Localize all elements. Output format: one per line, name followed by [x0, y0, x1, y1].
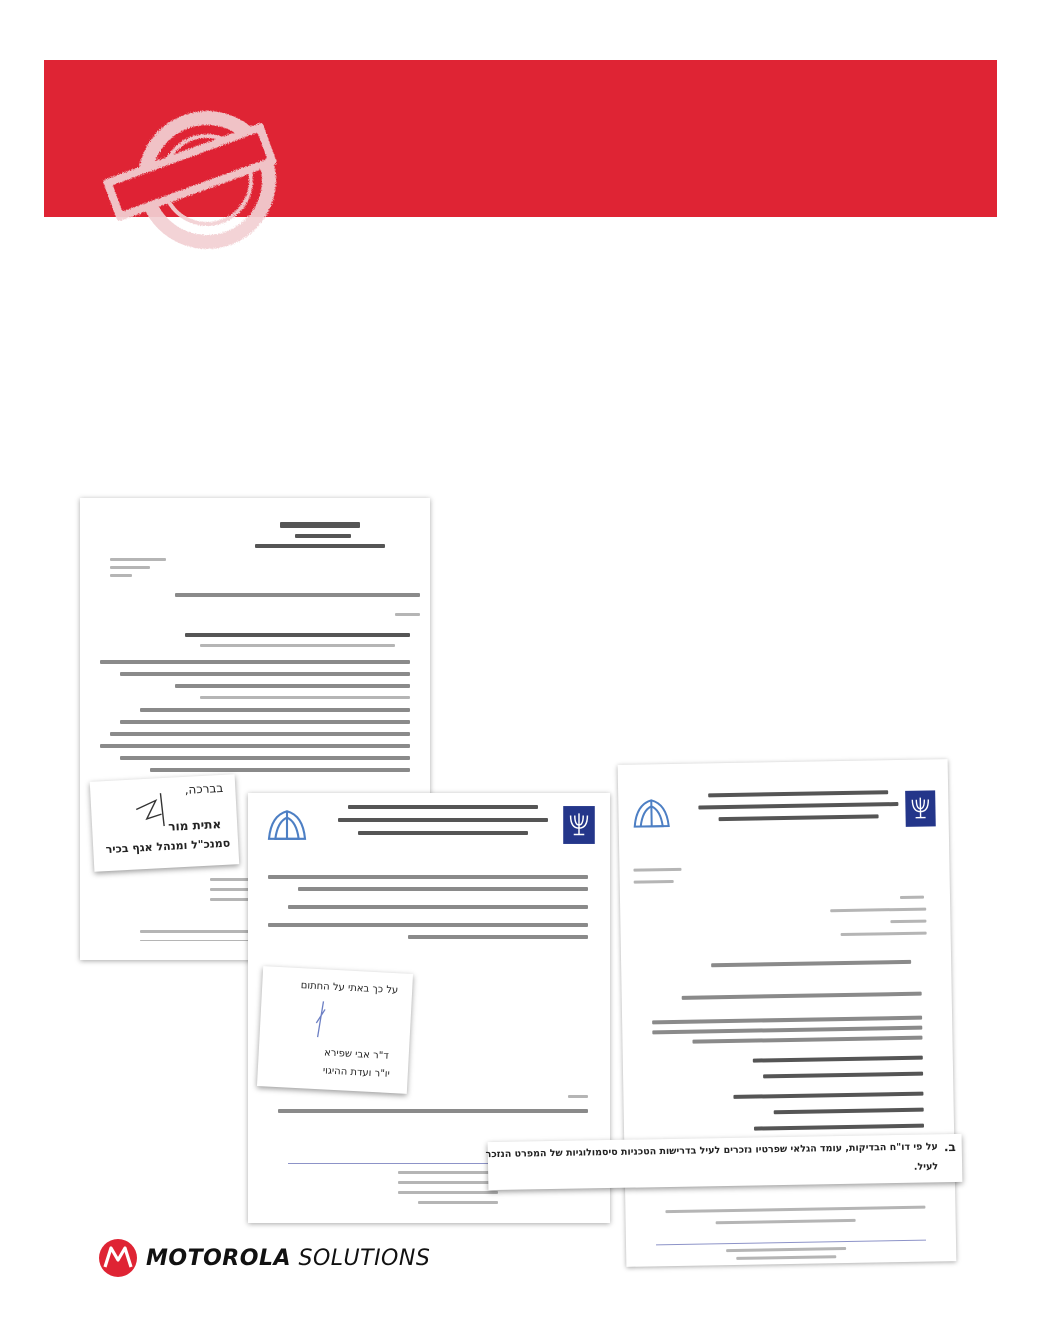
approval-stamp-icon — [95, 100, 285, 260]
brand-bold: MOTOROLA — [146, 1246, 291, 1271]
test-result-callout — [485, 1134, 963, 1190]
signature-intro: על כך באתי על החתום — [300, 980, 399, 997]
menorah-emblem-icon — [562, 805, 596, 845]
brand-wordmark — [146, 1246, 430, 1271]
signature-greeting: בברכה, — [184, 780, 224, 797]
handwritten-signature — [312, 999, 334, 1040]
signature-scrap-1 — [90, 774, 240, 871]
callout-marker: ב. — [943, 1139, 956, 1155]
university-emblem-icon — [632, 796, 671, 831]
letter-steering-committee-2 — [618, 759, 957, 1267]
university-emblem-icon — [266, 807, 308, 843]
brand-footer — [98, 1238, 458, 1278]
signature-name: אתית מור — [167, 817, 222, 834]
callout-line-2: לעיל. — [913, 1161, 939, 1173]
signature-name: ד"ר אבי שפירא — [323, 1047, 389, 1062]
signature-title: יו"ר ועדת ההיגוי — [322, 1065, 391, 1080]
brand-rest: SOLUTIONS — [291, 1246, 431, 1271]
callout-line-1: על פי דו"ח הבדיקות, עומד הגלאי שפרטיו נזכרים לעיל בדרישות הטכניות סיסמולוגיות של המפרט הנזכר — [485, 1141, 938, 1161]
motorola-logo-icon — [98, 1238, 138, 1278]
signature-title: סמנכ"ל ומנהל אגף בכיר — [105, 836, 231, 857]
menorah-emblem-icon — [904, 789, 937, 828]
signature-scrap-2 — [257, 966, 413, 1094]
